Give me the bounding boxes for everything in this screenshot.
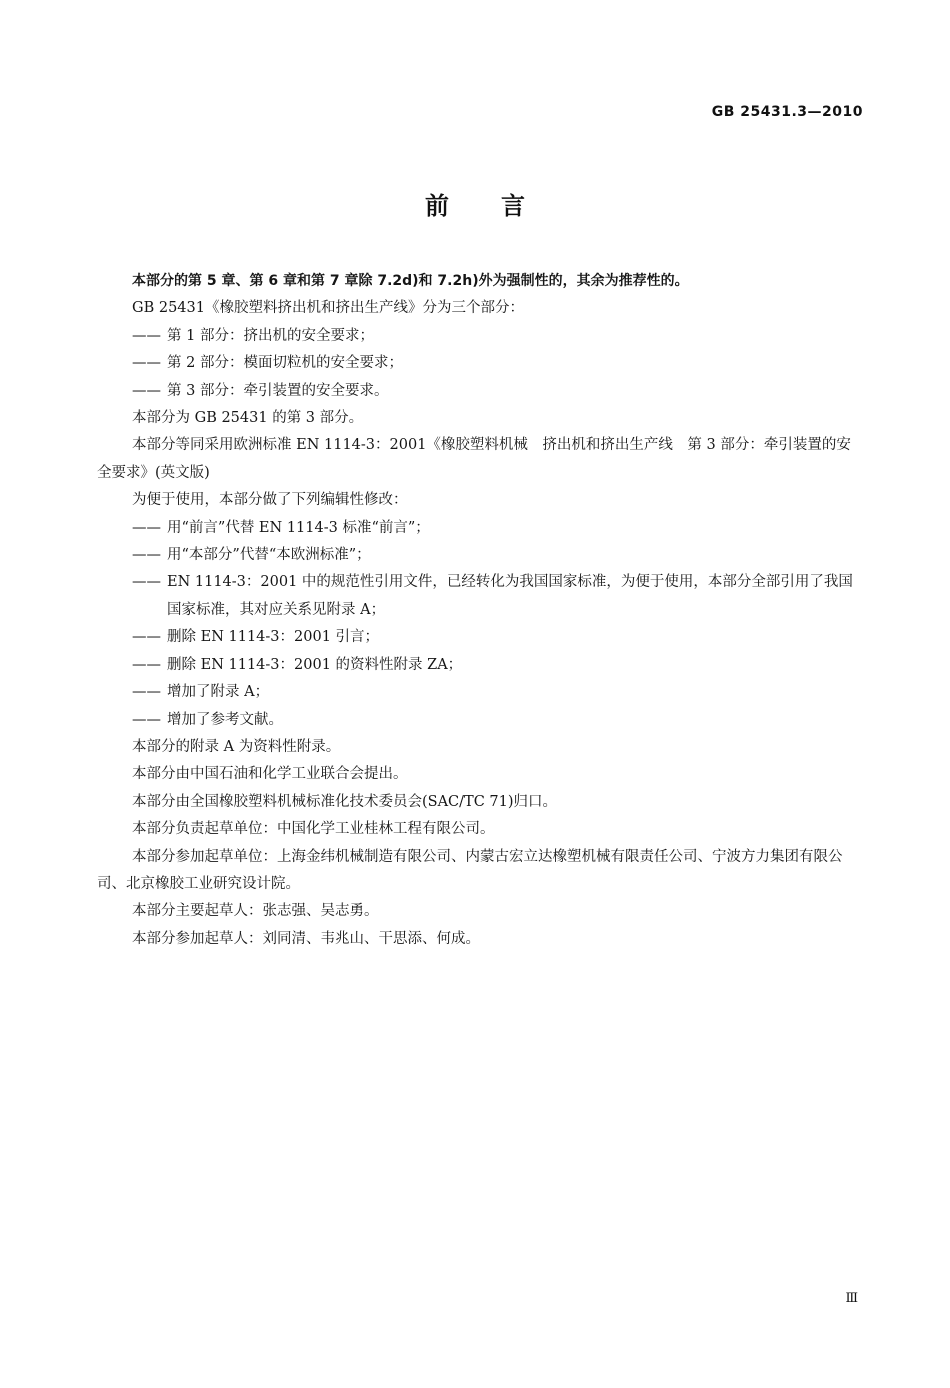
list-item-text: EN 1114-3：2001 中的规范性引用文件，已经转化为我国国家标准，为便于使用，本部分全部引用了我国国家标准，其对应关系见附录 A； (167, 574, 853, 618)
dash-marker: —— (132, 355, 161, 372)
committee-paragraph: 本部分由全国橡胶塑料机械标准化技术委员会(SAC/TC 71)归口。 (132, 793, 558, 810)
main-drafters-paragraph: 本部分主要起草人：张志强、吴志勇。 (132, 903, 379, 920)
list-item (97, 624, 862, 651)
list-item (97, 707, 862, 734)
page-title: 前言 (425, 192, 577, 220)
list-item (97, 378, 862, 405)
list-item (97, 542, 862, 569)
list-item-text: 第 1 部分：挤出机的安全要求； (167, 327, 374, 344)
adoption-paragraph: 本部分等同采用欧洲标准 EN 1114-3：2001《橡胶塑料机械 挤出机和挤出生产线 第 3 部分：牵引装置的安全要求》(英文版) (97, 437, 851, 481)
dash-marker: —— (132, 656, 161, 673)
list-item (97, 323, 862, 350)
dash-marker: —— (132, 519, 161, 536)
list-item (97, 652, 862, 679)
standard-code: GB 25431.3—2010 (711, 104, 863, 120)
responsible-drafter-paragraph: 本部分负责起草单位：中国化学工业桂林工程有限公司。 (132, 821, 495, 838)
mandatory-clause-paragraph: 本部分的第 5 章、第 6 章和第 7 章除 7.2d)和 7.2h)外为强制性的，其余为推荐性的。 (132, 273, 689, 289)
list-item (97, 679, 862, 706)
participating-units-paragraph: 本部分参加起草单位：上海金纬机械制造有限公司、内蒙古宏立达橡塑机械有限责任公司、宁波方力集团有限公司、北京橡胶工业研究设计院。 (97, 848, 843, 892)
list-item-text: 删除 EN 1114-3：2001 的资料性附录 ZA； (167, 656, 463, 673)
edits-intro-paragraph: 为便于使用，本部分做了下列编辑性修改： (132, 492, 408, 509)
list-item (97, 515, 862, 542)
dash-marker: —— (132, 327, 161, 344)
parts-intro-paragraph: GB 25431《橡胶塑料挤出机和挤出生产线》分为三个部分： (132, 300, 524, 317)
annex-paragraph: 本部分的附录 A 为资料性附录。 (132, 738, 341, 755)
page-number: Ⅲ (845, 1291, 858, 1306)
list-item-text: 用“本部分”代替“本欧洲标准”； (167, 547, 371, 564)
dash-marker: —— (132, 382, 161, 399)
list-item-text: 增加了附录 A； (167, 684, 270, 701)
proposer-paragraph: 本部分由中国石油和化学工业联合会提出。 (132, 766, 408, 783)
preface-body (97, 268, 862, 953)
list-item (97, 569, 862, 624)
list-item-text: 用“前言”代替 EN 1114-3 标准“前言”； (167, 519, 430, 536)
dash-marker: —— (132, 684, 161, 701)
dash-marker: —— (132, 629, 161, 646)
part-statement-paragraph: 本部分为 GB 25431 的第 3 部分。 (132, 410, 364, 427)
list-item-text: 删除 EN 1114-3：2001 引言； (167, 629, 380, 646)
list-item-text: 增加了参考文献。 (167, 711, 283, 728)
dash-marker: —— (132, 547, 161, 564)
list-item-text: 第 2 部分：模面切粒机的安全要求； (167, 355, 403, 372)
list-item-text: 第 3 部分：牵引装置的安全要求。 (167, 382, 389, 399)
dash-marker: —— (132, 574, 161, 591)
dash-marker: —— (132, 711, 161, 728)
list-item (97, 350, 862, 377)
participating-drafters-paragraph: 本部分参加起草人：刘同清、韦兆山、干思添、何成。 (132, 930, 480, 947)
